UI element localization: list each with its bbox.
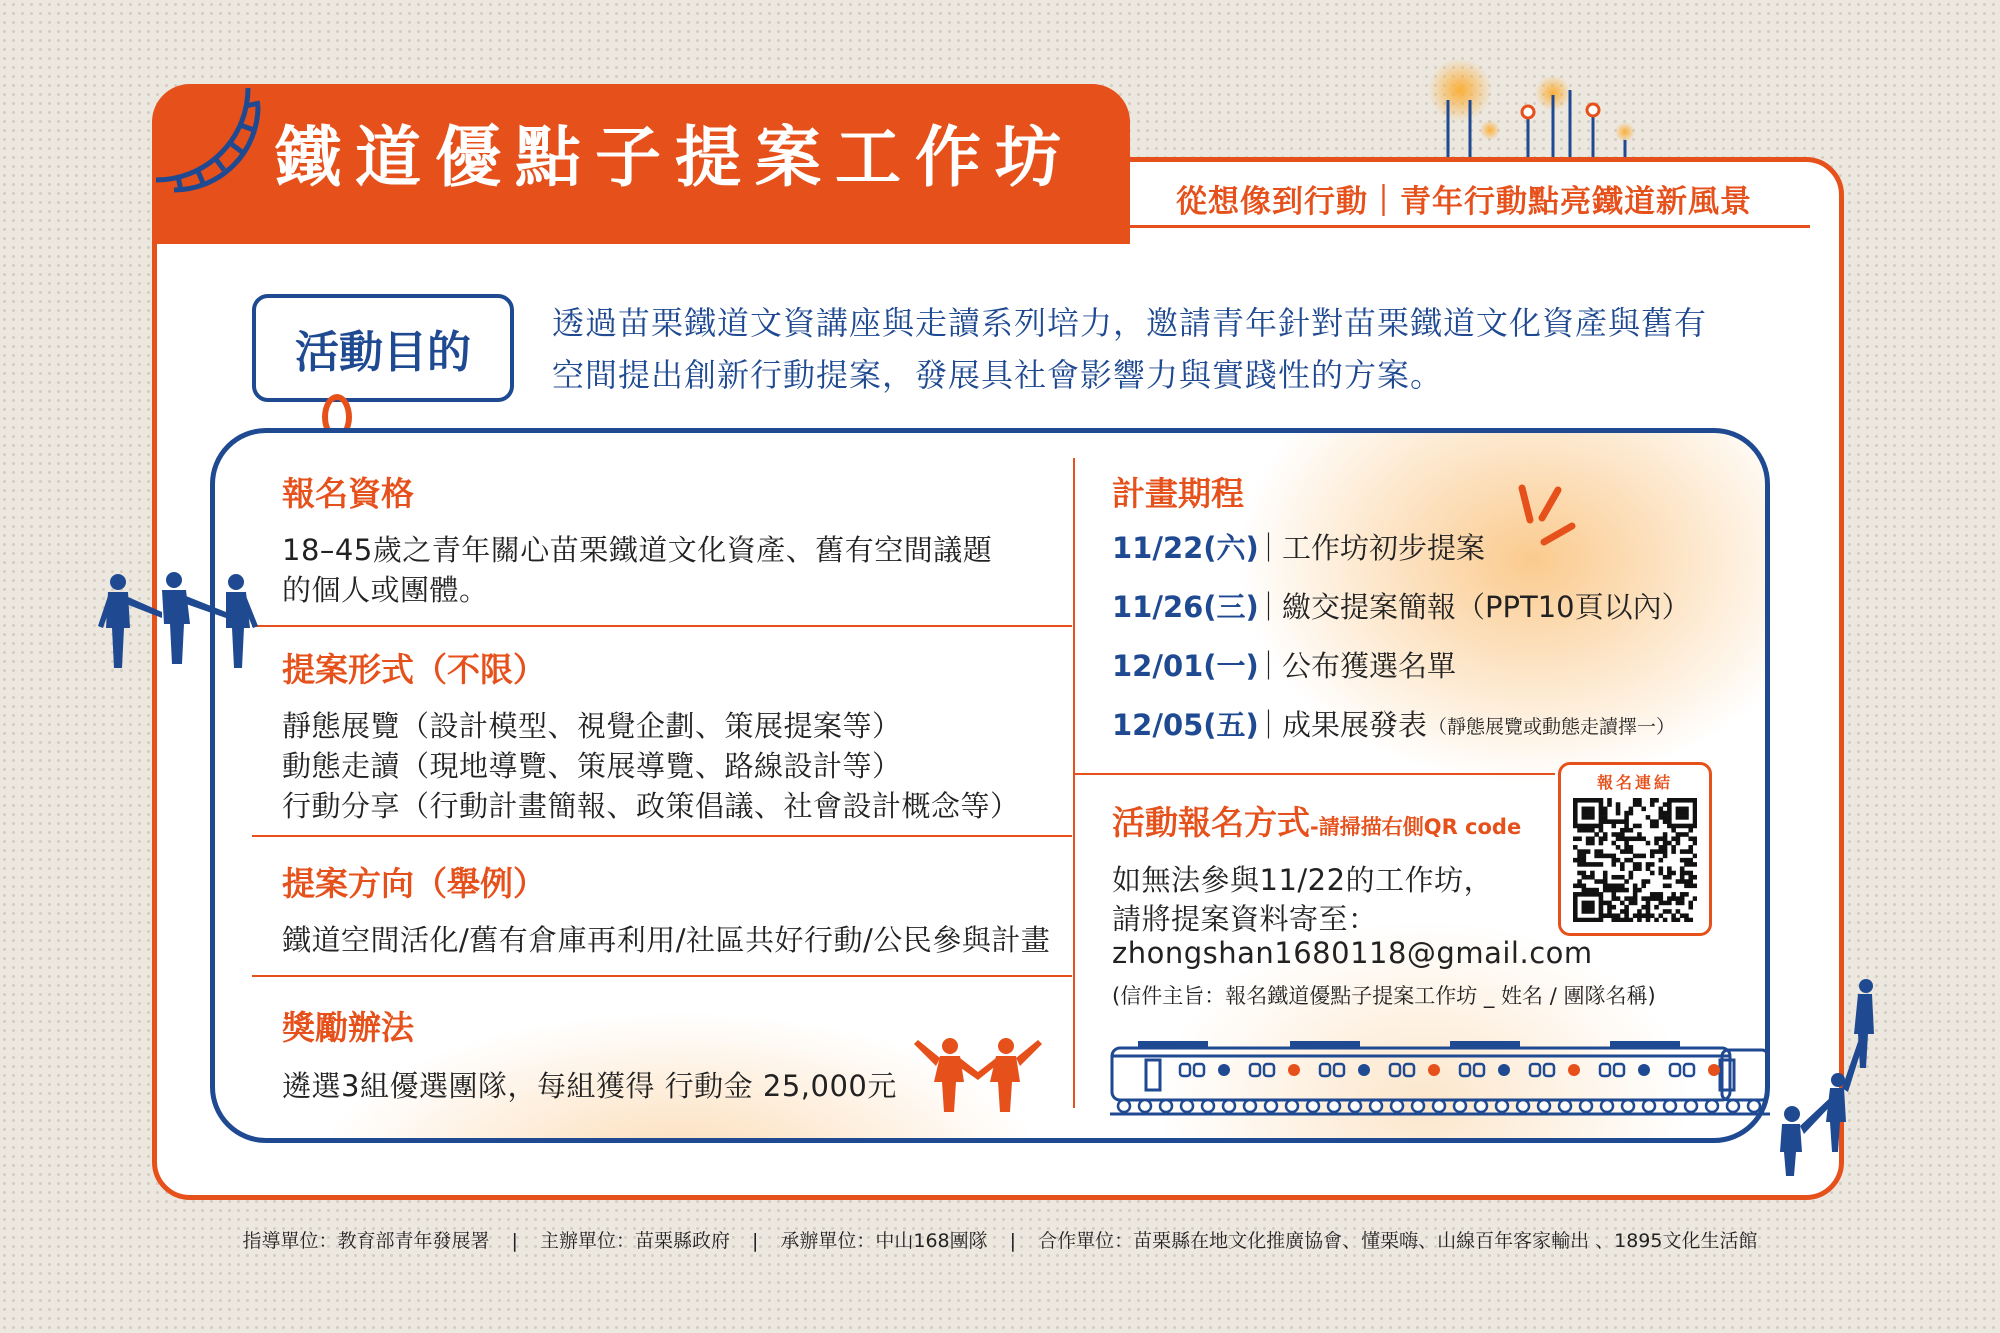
purpose-text-line: 空間提出創新行動提案，發展具社會影響力與實踐性的方案。: [552, 356, 1444, 394]
climbing-people-icon: [1756, 976, 1896, 1176]
purpose-text-line: 透過苗栗鐵道文資講座與走讀系列培力，邀請青年針對苗栗鐵道文化資產與舊有: [552, 304, 1708, 342]
eligibility-title: 報名資格: [282, 474, 414, 513]
footer-credit: 承辦單位：中山168團隊: [780, 1230, 988, 1252]
registration-email[interactable]: zhongshan1680118@gmail.com: [1112, 936, 1593, 970]
proposal-direction-text: 鐵道空間活化/舊有倉庫再利用/社區共好行動/公民參與計畫: [282, 923, 1051, 957]
registration-title: 活動報名方式: [1112, 803, 1310, 842]
people-holding-hands-icon: [96, 572, 268, 672]
schedule-note: （靜態展覽或動態走讀擇一）: [1428, 716, 1676, 738]
schedule-desc: 繳交提案簡報（PPT10頁以內）: [1282, 590, 1691, 624]
footer-separator: |: [1009, 1230, 1017, 1252]
rewards-title: 獎勵辦法: [282, 1008, 414, 1047]
footer-credit: 合作單位：苗栗縣在地文化推廣協會、懂栗嗨、山線百年客家輸出 、1895文化生活館: [1038, 1230, 1758, 1252]
schedule-separator: ｜: [1254, 649, 1284, 683]
schedule-separator: ｜: [1254, 590, 1284, 624]
spark-icon: [1510, 484, 1590, 550]
schedule-desc: 工作坊初步提案: [1282, 531, 1486, 565]
registration-text-line: 請將提案資料寄至：: [1112, 902, 1378, 936]
proposal-format-line: 靜態展覽（設計模型、視覺企劃、策展提案等）: [282, 709, 902, 743]
schedule-desc: 公布獲選名單: [1282, 649, 1457, 683]
footer-separator: |: [511, 1230, 518, 1252]
footer-credit: 主辦單位：苗栗縣政府: [539, 1230, 730, 1252]
registration-subject-note: (信件主旨：報名鐵道優點子提案工作坊 _ 姓名 / 團隊名稱): [1112, 984, 1656, 1008]
registration-heading: [1112, 797, 1521, 844]
subtitle: 從想像到行動｜青年行動點亮鐵道新風景: [1176, 184, 1752, 220]
footer-credits: [0, 1226, 2000, 1253]
eligibility-text-line: 的個人或團體。: [282, 573, 489, 607]
schedule-date: 11/22(六): [1112, 531, 1259, 565]
schedule-date: 11/26(三): [1112, 590, 1259, 624]
schedule-date: 12/05(五): [1112, 708, 1259, 742]
schedule-desc: 成果展發表: [1282, 708, 1428, 742]
registration-title-note: -請掃描右側QR code: [1310, 815, 1522, 839]
proposal-format-line: 動態走讀（現地導覽、策展導覽、路線設計等）: [282, 749, 902, 783]
schedule-date: 12/01(一): [1112, 649, 1259, 683]
purpose-label: 活動目的: [252, 294, 514, 402]
subtitle-underline: [1130, 225, 1810, 228]
qr-code[interactable]: [1573, 798, 1697, 922]
schedule-title: 計畫期程: [1112, 474, 1244, 513]
dancing-people-icon: [912, 1036, 1042, 1116]
proposal-format-title: 提案形式（不限）: [282, 650, 546, 689]
footer-separator: |: [751, 1230, 759, 1252]
section-divider: [1075, 773, 1555, 775]
registration-text-line: 如無法參與11/22的工作坊，: [1112, 863, 1494, 897]
section-divider: [252, 975, 1072, 977]
main-title: 鐵道優點子提案工作坊: [275, 119, 1075, 196]
column-divider: [1073, 458, 1075, 1108]
light-posts-icon: [1400, 60, 1660, 160]
proposal-format-line: 行動分享（行動計畫簡報、政策倡議、社會設計概念等）: [282, 789, 1020, 823]
section-divider: [252, 835, 1072, 837]
qr-label: 報名連結: [1596, 773, 1673, 792]
schedule-separator: ｜: [1254, 531, 1284, 565]
rail-track-icon: [152, 84, 262, 194]
schedule-separator: ｜: [1254, 708, 1284, 742]
proposal-direction-title: 提案方向（舉例）: [282, 864, 546, 903]
rewards-text: 遴選3組優選團隊，每組獲得 行動金 25,000元: [282, 1069, 897, 1103]
train-illustration: [1110, 1040, 1770, 1120]
section-divider: [252, 625, 1072, 627]
eligibility-text-line: 18–45歲之青年關心苗栗鐵道文化資產、舊有空間議題: [282, 533, 993, 567]
footer-credit: 指導單位：教育部青年發展署: [242, 1230, 490, 1252]
